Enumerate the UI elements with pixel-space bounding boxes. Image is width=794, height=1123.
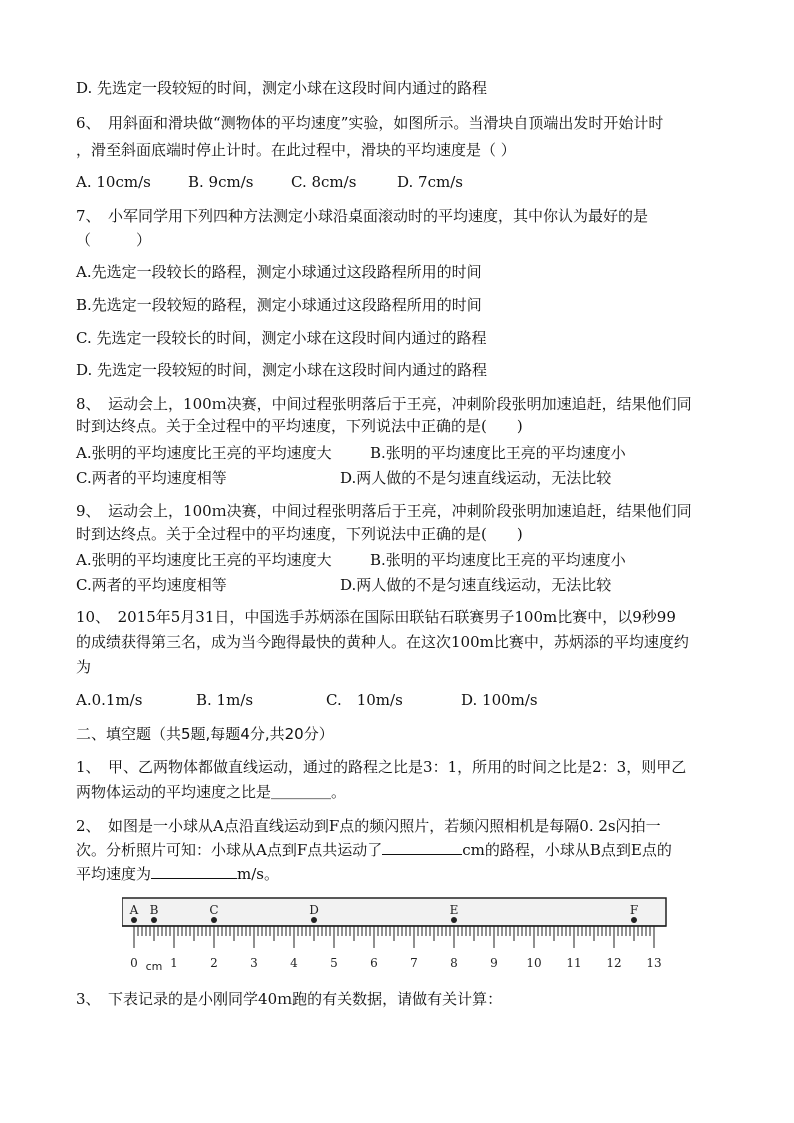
fill-2-line-3 xyxy=(76,864,279,884)
question-9-option-a: A.张明的平均速度比王亮的平均速度大 xyxy=(76,551,332,569)
answer-blank[interactable] xyxy=(151,864,237,879)
question-8-line-2: 时到达终点。关于全过程中的平均速度，下列说法中正确的是( ) xyxy=(76,417,523,435)
point-label: D xyxy=(309,903,319,917)
fill-2-line-1: 2、 如图是一小球从A点沿直线运动到F点的频闪照片，若频闪照相机是每隔0. 2s闪拍一 xyxy=(76,817,661,835)
question-10-option-d: D. 100m/s xyxy=(461,691,538,709)
answer-blank[interactable] xyxy=(382,840,462,855)
question-9-option-c: C.两者的平均速度相等 xyxy=(76,576,227,594)
ruler-number: 13 xyxy=(646,956,662,970)
fill-2-text: m/s。 xyxy=(237,865,279,883)
question-7-option-a: A.先选定一段较长的路程，测定小球通过这段路程所用的时间 xyxy=(76,263,482,281)
question-10-line-2: 的成绩获得第三名，成为当今跑得最快的黄种人。在这次100m比赛中，苏炳添的平均速度约 xyxy=(76,633,689,651)
fill-2-text: 次。分析照片可知：小球从A点到F点共运动了 xyxy=(76,841,383,859)
question-8-option-c: C.两者的平均速度相等 xyxy=(76,469,227,487)
point-label: C xyxy=(209,903,219,917)
point-label: F xyxy=(629,903,639,917)
question-9-option-d: D.两人做的不是匀速直线运动，无法比较 xyxy=(340,576,612,594)
fill-2-line-2 xyxy=(76,840,672,860)
ruler-figure xyxy=(122,897,668,973)
ruler-number: 11 xyxy=(566,956,582,970)
question-6-line-2: ，滑至斜面底端时停止计时。在此过程中，滑块的平均速度是（ ） xyxy=(76,141,516,159)
ball-position-dot xyxy=(211,917,217,923)
ball-position-dot xyxy=(151,917,157,923)
question-6-option-b: B. 9cm/s xyxy=(188,173,254,191)
question-7-line-1: 7、 小军同学用下列四种方法测定小球沿桌面滚动时的平均速度，其中你认为最好的是 xyxy=(76,207,649,225)
text-line: D. 先选定一段较短的时间，测定小球在这段时间内通过的路程 xyxy=(76,79,488,97)
question-6-line-1: 6、 用斜面和滑块做“测物体的平均速度”实验，如图所示。当滑块自顶端出发时开始计时 xyxy=(76,114,664,132)
question-9-option-b: B.张明的平均速度比王亮的平均速度小 xyxy=(370,551,626,569)
point-label: A xyxy=(129,903,139,917)
question-8-option-d: D.两人做的不是匀速直线运动，无法比较 xyxy=(340,469,612,487)
ruler-number: 5 xyxy=(330,956,338,970)
ruler-number: 0 xyxy=(130,956,138,970)
ball-position-dot xyxy=(311,917,317,923)
ruler-number: 10 xyxy=(526,956,542,970)
fill-3-line: 3、 下表记录的是小刚同学40ｍ跑的有关数据，请做有关计算： xyxy=(76,990,503,1008)
ruler-unit: cm xyxy=(145,960,163,973)
ruler-number: 12 xyxy=(606,956,622,970)
fill-1-line-2: 两物体运动的平均速度之比是＿＿＿＿。 xyxy=(76,783,347,801)
ruler-diagram xyxy=(122,897,668,973)
question-9-line-1: 9、 运动会上，100ｍ决赛，中间过程张明落后于王亮，冲刺阶段张明加速追赶，结果他们同 xyxy=(76,502,692,520)
ball-position-dot xyxy=(451,917,457,923)
question-7-option-c: C. 先选定一段较长的时间，测定小球在这段时间内通过的路程 xyxy=(76,329,487,347)
ruler-number: 8 xyxy=(450,956,458,970)
photo-strip xyxy=(122,898,666,926)
question-8-line-1: 8、 运动会上，100ｍ决赛，中间过程张明落后于王亮，冲刺阶段张明加速追赶，结果他们同 xyxy=(76,395,692,413)
ball-position-dot xyxy=(631,917,637,923)
ruler-number: 4 xyxy=(290,956,298,970)
ruler-number: 6 xyxy=(370,956,378,970)
question-7-option-b: B.先选定一段较短的路程，测定小球通过这段路程所用的时间 xyxy=(76,296,482,314)
ruler-number: 2 xyxy=(210,956,218,970)
question-8-option-a: A.张明的平均速度比王亮的平均速度大 xyxy=(76,444,332,462)
ruler-number: 1 xyxy=(170,956,178,970)
question-10-option-b: B. 1m/s xyxy=(196,691,254,709)
ruler-number: 3 xyxy=(250,956,258,970)
question-10-option-c: C. 10m/s xyxy=(326,691,403,709)
question-7-option-d: D. 先选定一段较短的时间，测定小球在这段时间内通过的路程 xyxy=(76,361,488,379)
point-label: E xyxy=(449,903,459,917)
fill-2-text: cm的路程，小球从B点到E点的 xyxy=(462,841,672,859)
section-heading: 二、填空题（共5题,每题4分,共20分） xyxy=(76,725,334,743)
question-6-option-d: D. 7cm/s xyxy=(397,173,463,191)
ruler-number: 7 xyxy=(410,956,418,970)
question-8-option-b: B.张明的平均速度比王亮的平均速度小 xyxy=(370,444,626,462)
question-10-option-a: A.0.1m/s xyxy=(76,691,143,709)
ball-position-dot xyxy=(131,917,137,923)
fill-1-line-1: 1、 甲、乙两物体都做直线运动，通过的路程之比是3：1，所用的时间之比是2：3，则甲乙 xyxy=(76,758,687,776)
question-9-line-2: 时到达终点。关于全过程中的平均速度，下列说法中正确的是( ) xyxy=(76,525,523,543)
question-10-line-1: 10、 2015年5月31日，中国选手苏炳添在国际田联钻石联赛男子100m比赛中，以9秒99 xyxy=(76,608,676,626)
fill-2-text: 平均速度为 xyxy=(76,865,152,883)
question-6-option-a: A. 10cm/s xyxy=(76,173,151,191)
question-6-option-c: C. 8cm/s xyxy=(291,173,357,191)
question-7-line-2: （ ） xyxy=(76,231,152,249)
question-10-line-3: 为 xyxy=(76,658,92,676)
point-label: B xyxy=(149,903,159,917)
ruler-number: 9 xyxy=(490,956,498,970)
